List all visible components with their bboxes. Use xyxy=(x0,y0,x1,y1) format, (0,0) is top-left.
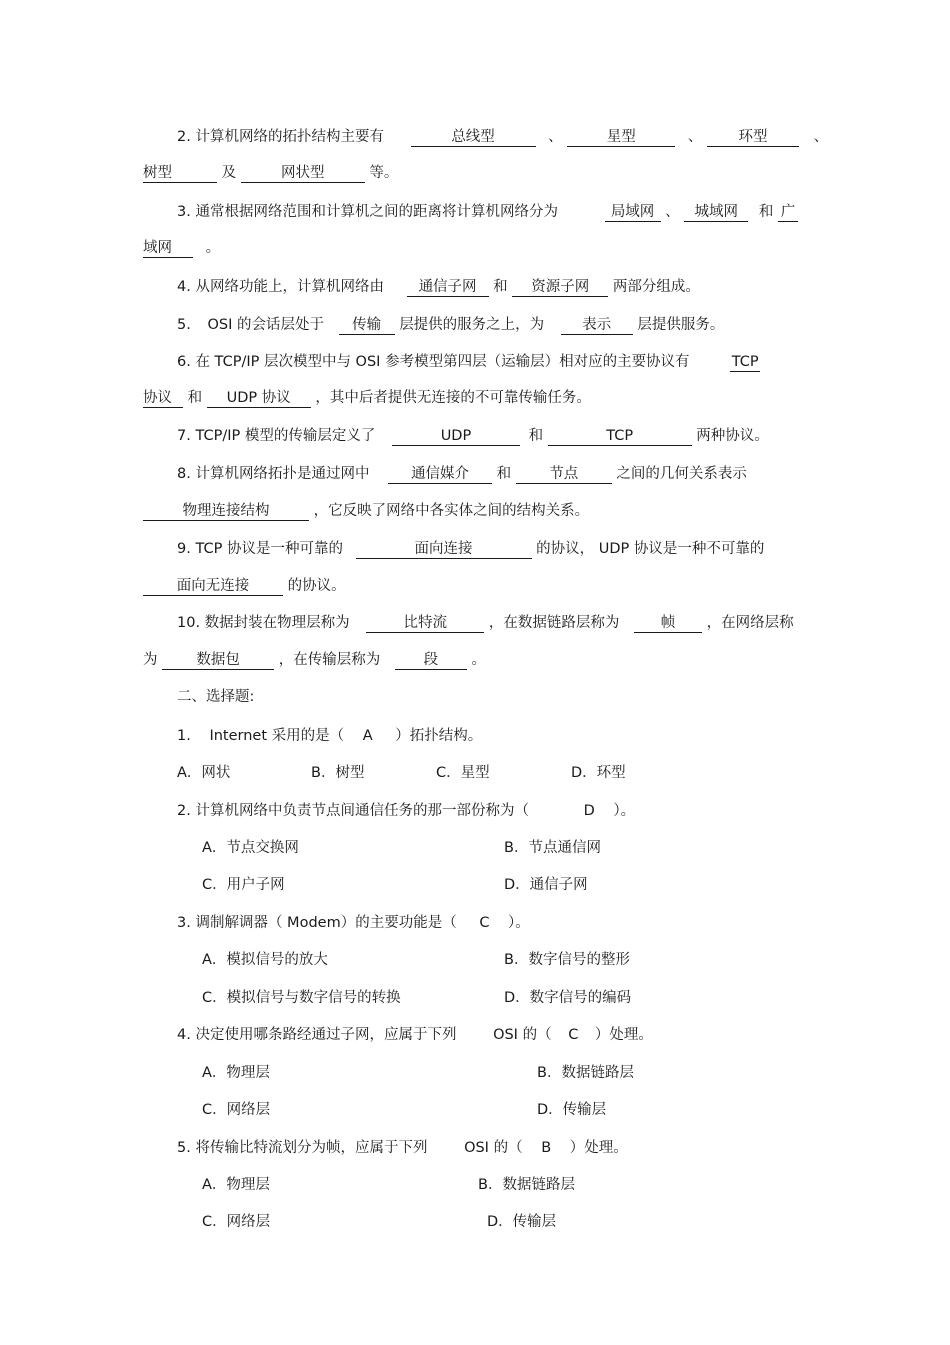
answer-blank: 传输 xyxy=(339,317,395,335)
fill-question-2-line2 xyxy=(143,163,398,183)
question-text: ）处理。 xyxy=(569,1140,628,1156)
question-text: Internet 采用的是（ xyxy=(209,728,345,744)
question-number: 1. xyxy=(177,728,191,744)
option-d: D．通信子网 xyxy=(504,877,588,893)
answer-blank: 城域网 xyxy=(684,204,748,222)
answer-blank: TCP xyxy=(548,428,692,446)
question-text: ）。 xyxy=(508,915,530,931)
answer-blank: 总线型 xyxy=(411,129,536,147)
option-c: C．用户子网 xyxy=(202,877,285,893)
answer-blank: 面向无连接 xyxy=(143,578,283,596)
question-text: OSI 的（ xyxy=(493,1027,552,1043)
question-number: 8. xyxy=(177,466,191,482)
question-number: 2. xyxy=(177,803,191,819)
fill-question-2-line1 xyxy=(177,127,828,147)
question-number: 4. xyxy=(177,279,191,295)
option-d: D．数字信号的编码 xyxy=(504,990,632,1006)
separator: 和 xyxy=(496,466,512,482)
separator: 、 xyxy=(687,129,703,145)
separator: 和 xyxy=(493,279,508,295)
answer-blank: 通信媒介 xyxy=(388,466,492,484)
question-text: 。 xyxy=(471,652,486,668)
fill-question-7 xyxy=(177,426,769,446)
answer-blank: 广 xyxy=(778,204,798,222)
option-c: C．网络层 xyxy=(202,1214,271,1230)
question-text: 两部分组成。 xyxy=(612,279,700,295)
separator: 和 xyxy=(187,390,203,406)
option-a: A．网状 xyxy=(177,765,231,781)
answer-blank: 协议 xyxy=(143,390,183,408)
question-text: 在 TCP/IP 层次模型中与 OSI 参考模型第四层（运输层）相对应的主要协议有 xyxy=(195,354,690,370)
question-text: ，其中后者提供无连接的不可靠传输任务。 xyxy=(315,390,591,406)
question-text: 数据封装在物理层称为 xyxy=(204,615,350,631)
question-text: 从网络功能上，计算机网络由 xyxy=(195,279,384,295)
fill-question-10-line1 xyxy=(177,613,794,633)
question-text: 计算机网络中负责节点间通信任务的那一部份称为（ xyxy=(195,803,529,819)
option-b: B．节点通信网 xyxy=(504,840,601,856)
option-d: D．环型 xyxy=(571,765,626,781)
answer-blank: 帧 xyxy=(634,615,702,633)
question-text: 将传输比特流划分为帧，应属于下列 xyxy=(195,1140,428,1156)
option-c: C．模拟信号与数字信号的转换 xyxy=(202,990,401,1006)
answer-blank: 局域网 xyxy=(605,204,661,222)
answer-blank: 表示 xyxy=(561,317,633,335)
question-text: ，在数据链路层称为 xyxy=(488,615,620,631)
question-text: ）处理。 xyxy=(594,1027,653,1043)
question-number: 10. xyxy=(177,615,201,631)
question-text: 通常根据网络范围和计算机之间的距离将计算机网络分为 xyxy=(195,204,558,220)
question-text: TCP 协议是一种可靠的 xyxy=(195,541,343,557)
question-text: 等。 xyxy=(369,165,399,181)
question-text: 。 xyxy=(205,240,221,256)
answer-blank: TCP xyxy=(731,354,759,370)
question-number: 5. xyxy=(177,1140,191,1156)
answer-blank: UDP xyxy=(392,428,520,446)
answer-letter: D xyxy=(583,803,595,819)
answer-blank: UDP 协议 xyxy=(207,390,311,408)
question-text: OSI 的（ xyxy=(464,1140,523,1156)
mc-question-5 xyxy=(177,1138,628,1158)
answer-blank: 网状型 xyxy=(241,165,365,183)
fill-question-5 xyxy=(177,315,724,335)
question-text: 的协议， UDP 协议是一种不可靠的 xyxy=(536,541,765,557)
answer-blank: 星型 xyxy=(567,129,675,147)
question-number: 4. xyxy=(177,1027,191,1043)
question-text: 层提供的服务之上，为 xyxy=(399,317,545,333)
option-a: A．节点交换网 xyxy=(202,840,299,856)
question-number: 2. xyxy=(177,129,191,145)
answer-blank: 面向连接 xyxy=(356,541,532,559)
question-text: 之间的几何关系表示 xyxy=(616,466,747,482)
answer-letter: B xyxy=(541,1140,552,1156)
question-text: ，在网络层称 xyxy=(706,615,794,631)
separator: 及 xyxy=(221,165,237,181)
fill-question-6-line2 xyxy=(143,388,591,408)
question-text: 调制解调器（ Modem）的主要功能是（ xyxy=(195,915,457,931)
fill-question-3-line2 xyxy=(143,238,220,258)
mc-question-1 xyxy=(177,726,482,746)
option-a: A．模拟信号的放大 xyxy=(202,952,328,968)
mc-question-2 xyxy=(177,801,635,821)
answer-blank: 段 xyxy=(395,652,467,670)
question-text: 决定使用哪条路经通过子网，应属于下列 xyxy=(195,1027,457,1043)
question-text: ，它反映了网络中各实体之间的结构关系。 xyxy=(313,503,590,519)
separator: 、 xyxy=(548,129,563,145)
section-title: 二、选择题: xyxy=(177,689,255,705)
option-a: A．物理层 xyxy=(202,1065,270,1081)
answer-blank: 域网 xyxy=(143,240,193,258)
question-text: ，在传输层称为 xyxy=(278,652,381,668)
answer-letter: C xyxy=(568,1027,579,1043)
question-number: 9. xyxy=(177,541,191,557)
answer-blank: 数据包 xyxy=(162,652,274,670)
question-text: ）。 xyxy=(613,803,636,819)
fill-question-3-line1 xyxy=(177,202,798,222)
question-number: 3. xyxy=(177,915,191,931)
fill-question-8-line1 xyxy=(177,464,747,484)
question-text: 计算机网络的拓扑结构主要有 xyxy=(195,129,384,145)
fill-question-9-line2 xyxy=(143,576,346,596)
question-text: 层提供服务。 xyxy=(637,317,725,333)
separator: 、 xyxy=(665,204,680,220)
answer-blank: 节点 xyxy=(516,466,612,484)
option-b: B．数据链路层 xyxy=(537,1065,634,1081)
option-b: B．树型 xyxy=(311,765,365,781)
question-number: 5. xyxy=(177,317,191,333)
question-text: 的协议。 xyxy=(287,578,346,594)
question-text: 两种协议。 xyxy=(696,428,769,444)
question-number: 3. xyxy=(177,204,191,220)
question-text: 为 xyxy=(143,652,158,668)
answer-letter: C xyxy=(479,915,490,931)
question-number: 7. xyxy=(177,428,191,444)
mc-question-4 xyxy=(177,1025,653,1045)
option-b: B．数据链路层 xyxy=(478,1177,575,1193)
option-d: D．传输层 xyxy=(487,1214,557,1230)
answer-blank: 环型 xyxy=(707,129,799,147)
answer-blank: 物理连接结构 xyxy=(143,503,309,521)
option-b: B．数字信号的整形 xyxy=(504,952,630,968)
fill-question-8-line2 xyxy=(143,501,589,521)
question-number: 6. xyxy=(177,354,191,370)
separator: 和 xyxy=(758,204,774,220)
option-a: A．物理层 xyxy=(202,1177,270,1193)
answer-blank: 比特流 xyxy=(366,615,484,633)
question-text: ）拓扑结构。 xyxy=(395,728,483,744)
fill-question-4 xyxy=(177,277,700,297)
separator: 、 xyxy=(813,129,829,145)
answer-letter: A xyxy=(362,728,373,744)
fill-question-6-line1 xyxy=(177,352,760,372)
question-text: TCP/IP 模型的传输层定义了 xyxy=(195,428,376,444)
option-c: C．网络层 xyxy=(202,1102,271,1118)
answer-blank: 树型 xyxy=(143,165,217,183)
question-text: OSI 的会话层处于 xyxy=(207,317,324,333)
option-d: D．传输层 xyxy=(537,1102,607,1118)
answer-blank: 通信子网 xyxy=(407,279,489,297)
answer-blank: 资源子网 xyxy=(512,279,608,297)
mc-question-3 xyxy=(177,913,530,933)
fill-question-9-line1 xyxy=(177,539,764,559)
fill-question-10-line2 xyxy=(143,650,486,670)
question-text: 计算机网络拓扑是通过网中 xyxy=(195,466,370,482)
separator: 和 xyxy=(528,428,544,444)
option-c: C．星型 xyxy=(436,765,490,781)
